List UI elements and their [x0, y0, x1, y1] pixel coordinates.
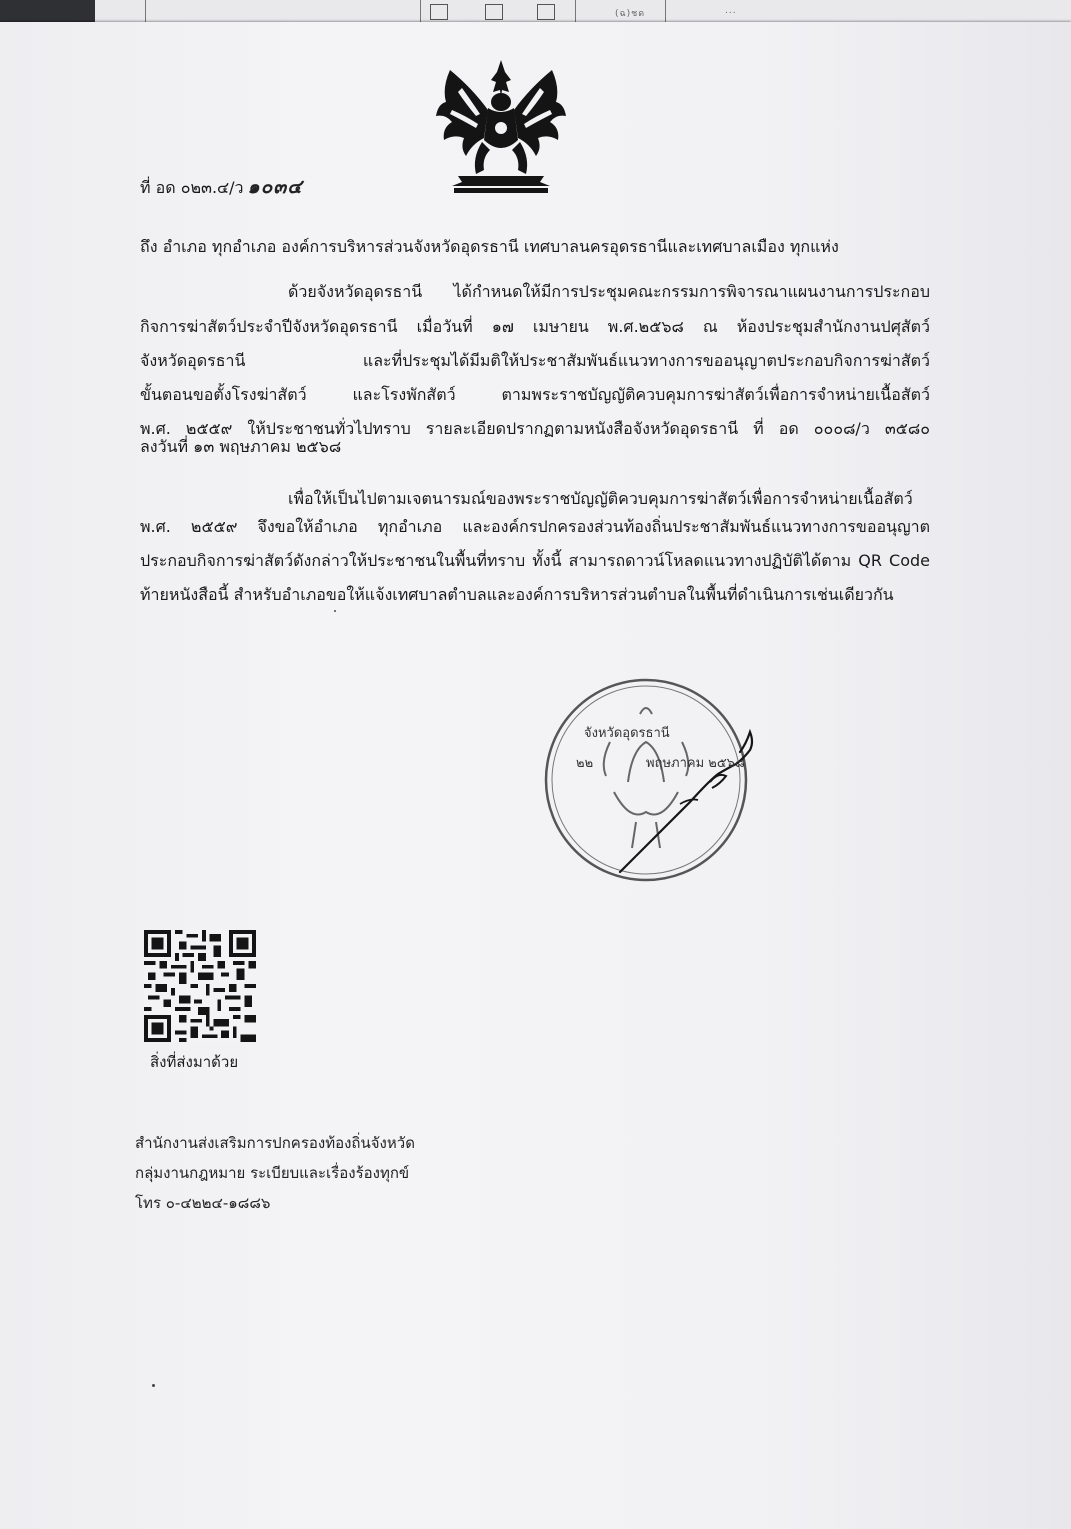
underlying-rule: [145, 0, 146, 22]
seal-province: จังหวัดอุดรธานี: [584, 726, 670, 741]
footer-office: สำนักงานส่งเสริมการปกครองท้องถิ่นจังหวัด: [135, 1134, 415, 1152]
paragraph-2-line: ประกอบกิจการฆ่าสัตว์ดังกล่าวให้ประชาชนในพื้นที่ทราบ ทั้งนี้ สามารถดาวน์โหลดแนวทางปฏิบัติได้ตาม QR Code: [140, 551, 930, 570]
document-number-prefix: ที่ อด ๐๒๓.๔/ว: [140, 178, 244, 197]
paragraph-2-line: เพื่อให้เป็นไปตามเจตนารมณ์ของพระราชบัญญัติควบคุมการฆ่าสัตว์เพื่อการจำหน่ายเนื้อสัตว์: [288, 489, 913, 508]
garuda-emblem-icon: [432, 58, 570, 198]
paragraph-1-line: ด้วยจังหวัดอุดรธานี ได้กำหนดให้มีการประชุมคณะกรรมการพิจารณาแผนงานการประกอบ: [288, 282, 930, 301]
speck: [152, 1384, 155, 1387]
underlying-checkbox: [430, 4, 448, 20]
paragraph-1-line: กิจการฆ่าสัตว์ประจำปีจังหวัดอุดรธานี เมื่อวันที่ ๑๗ เมษายน พ.ศ.๒๕๖๘ ณ ห้องประชุมสำนักงานปศุสัตว์: [140, 317, 930, 336]
paragraph-2-line: พ.ศ. ๒๕๕๙ จึงขอให้อำเภอ ทุกอำเภอ และองค์กรปกครองส่วนท้องถิ่นประชาสัมพันธ์แนวทางการขออนุญาต: [140, 517, 930, 536]
footer-division: กลุ่มงานกฎหมาย ระเบียบและเรื่องร้องทุกข์: [135, 1164, 410, 1182]
seal-stamp-icon: [540, 672, 756, 882]
attachment-label: สิ่งที่ส่งมาด้วย: [150, 1053, 239, 1071]
paragraph-1-line: พ.ศ. ๒๕๕๙ ให้ประชาชนทั่วไปทราบ รายละเอียดปรากฏตามหนังสือจังหวัดอุดรธานี ที่ อด ๐๐๐๘/ว ๓๕๘๐: [140, 419, 930, 438]
underlying-rule: [575, 0, 576, 22]
paragraph-1-line-last: ลงวันที่ ๑๓ พฤษภาคม ๒๕๖๘: [140, 437, 342, 456]
paragraph-1-line: ขั้นตอนขอตั้งโรงฆ่าสัตว์ และโรงพักสัตว์ ตามพระราชบัญญัติควบคุมการฆ่าสัตว์เพื่อการจำหน่ายเนื้อสัตว์: [140, 385, 930, 404]
underlying-text: ...: [725, 6, 737, 16]
speck: [334, 610, 336, 612]
document-number: [140, 176, 303, 199]
seal-month-year: พฤษภาคม ๒๕๖๘: [646, 756, 745, 771]
underlying-checkbox: [485, 4, 503, 20]
underlying-checkbox: [537, 4, 555, 20]
addressee-line: ถึง อำเภอ ทุกอำเภอ องค์การบริหารส่วนจังหวัดอุดรธานี เทศบาลนครอุดรธานีและเทศบาลเมือง ทุกแห่ง: [140, 237, 839, 256]
paragraph-1-line: จังหวัดอุดรธานี และที่ประชุมได้มีมติให้ประชาสัมพันธ์แนวทางการขออนุญาตประกอบกิจการฆ่าสัตว์: [140, 351, 930, 370]
official-seal: [540, 672, 756, 882]
footer-phone: โทร ๐-๔๒๒๔-๑๘๘๖: [135, 1194, 271, 1212]
underlying-text: (ฉ)ชด: [615, 9, 646, 19]
seal-day: ๒๒: [576, 756, 594, 771]
paragraph-2-line-last: ท้ายหนังสือนี้ สำหรับอำเภอขอให้แจ้งเทศบาลตำบลและองค์การบริหารส่วนตำบลในพื้นที่ดำเนินการเช่นเดียวกัน: [140, 585, 894, 604]
underlying-rule: [420, 0, 421, 22]
qr-code-icon: [143, 930, 257, 1042]
underlying-rule: [665, 0, 666, 22]
document-number-handwritten: ๑๐๓๔: [247, 176, 303, 198]
